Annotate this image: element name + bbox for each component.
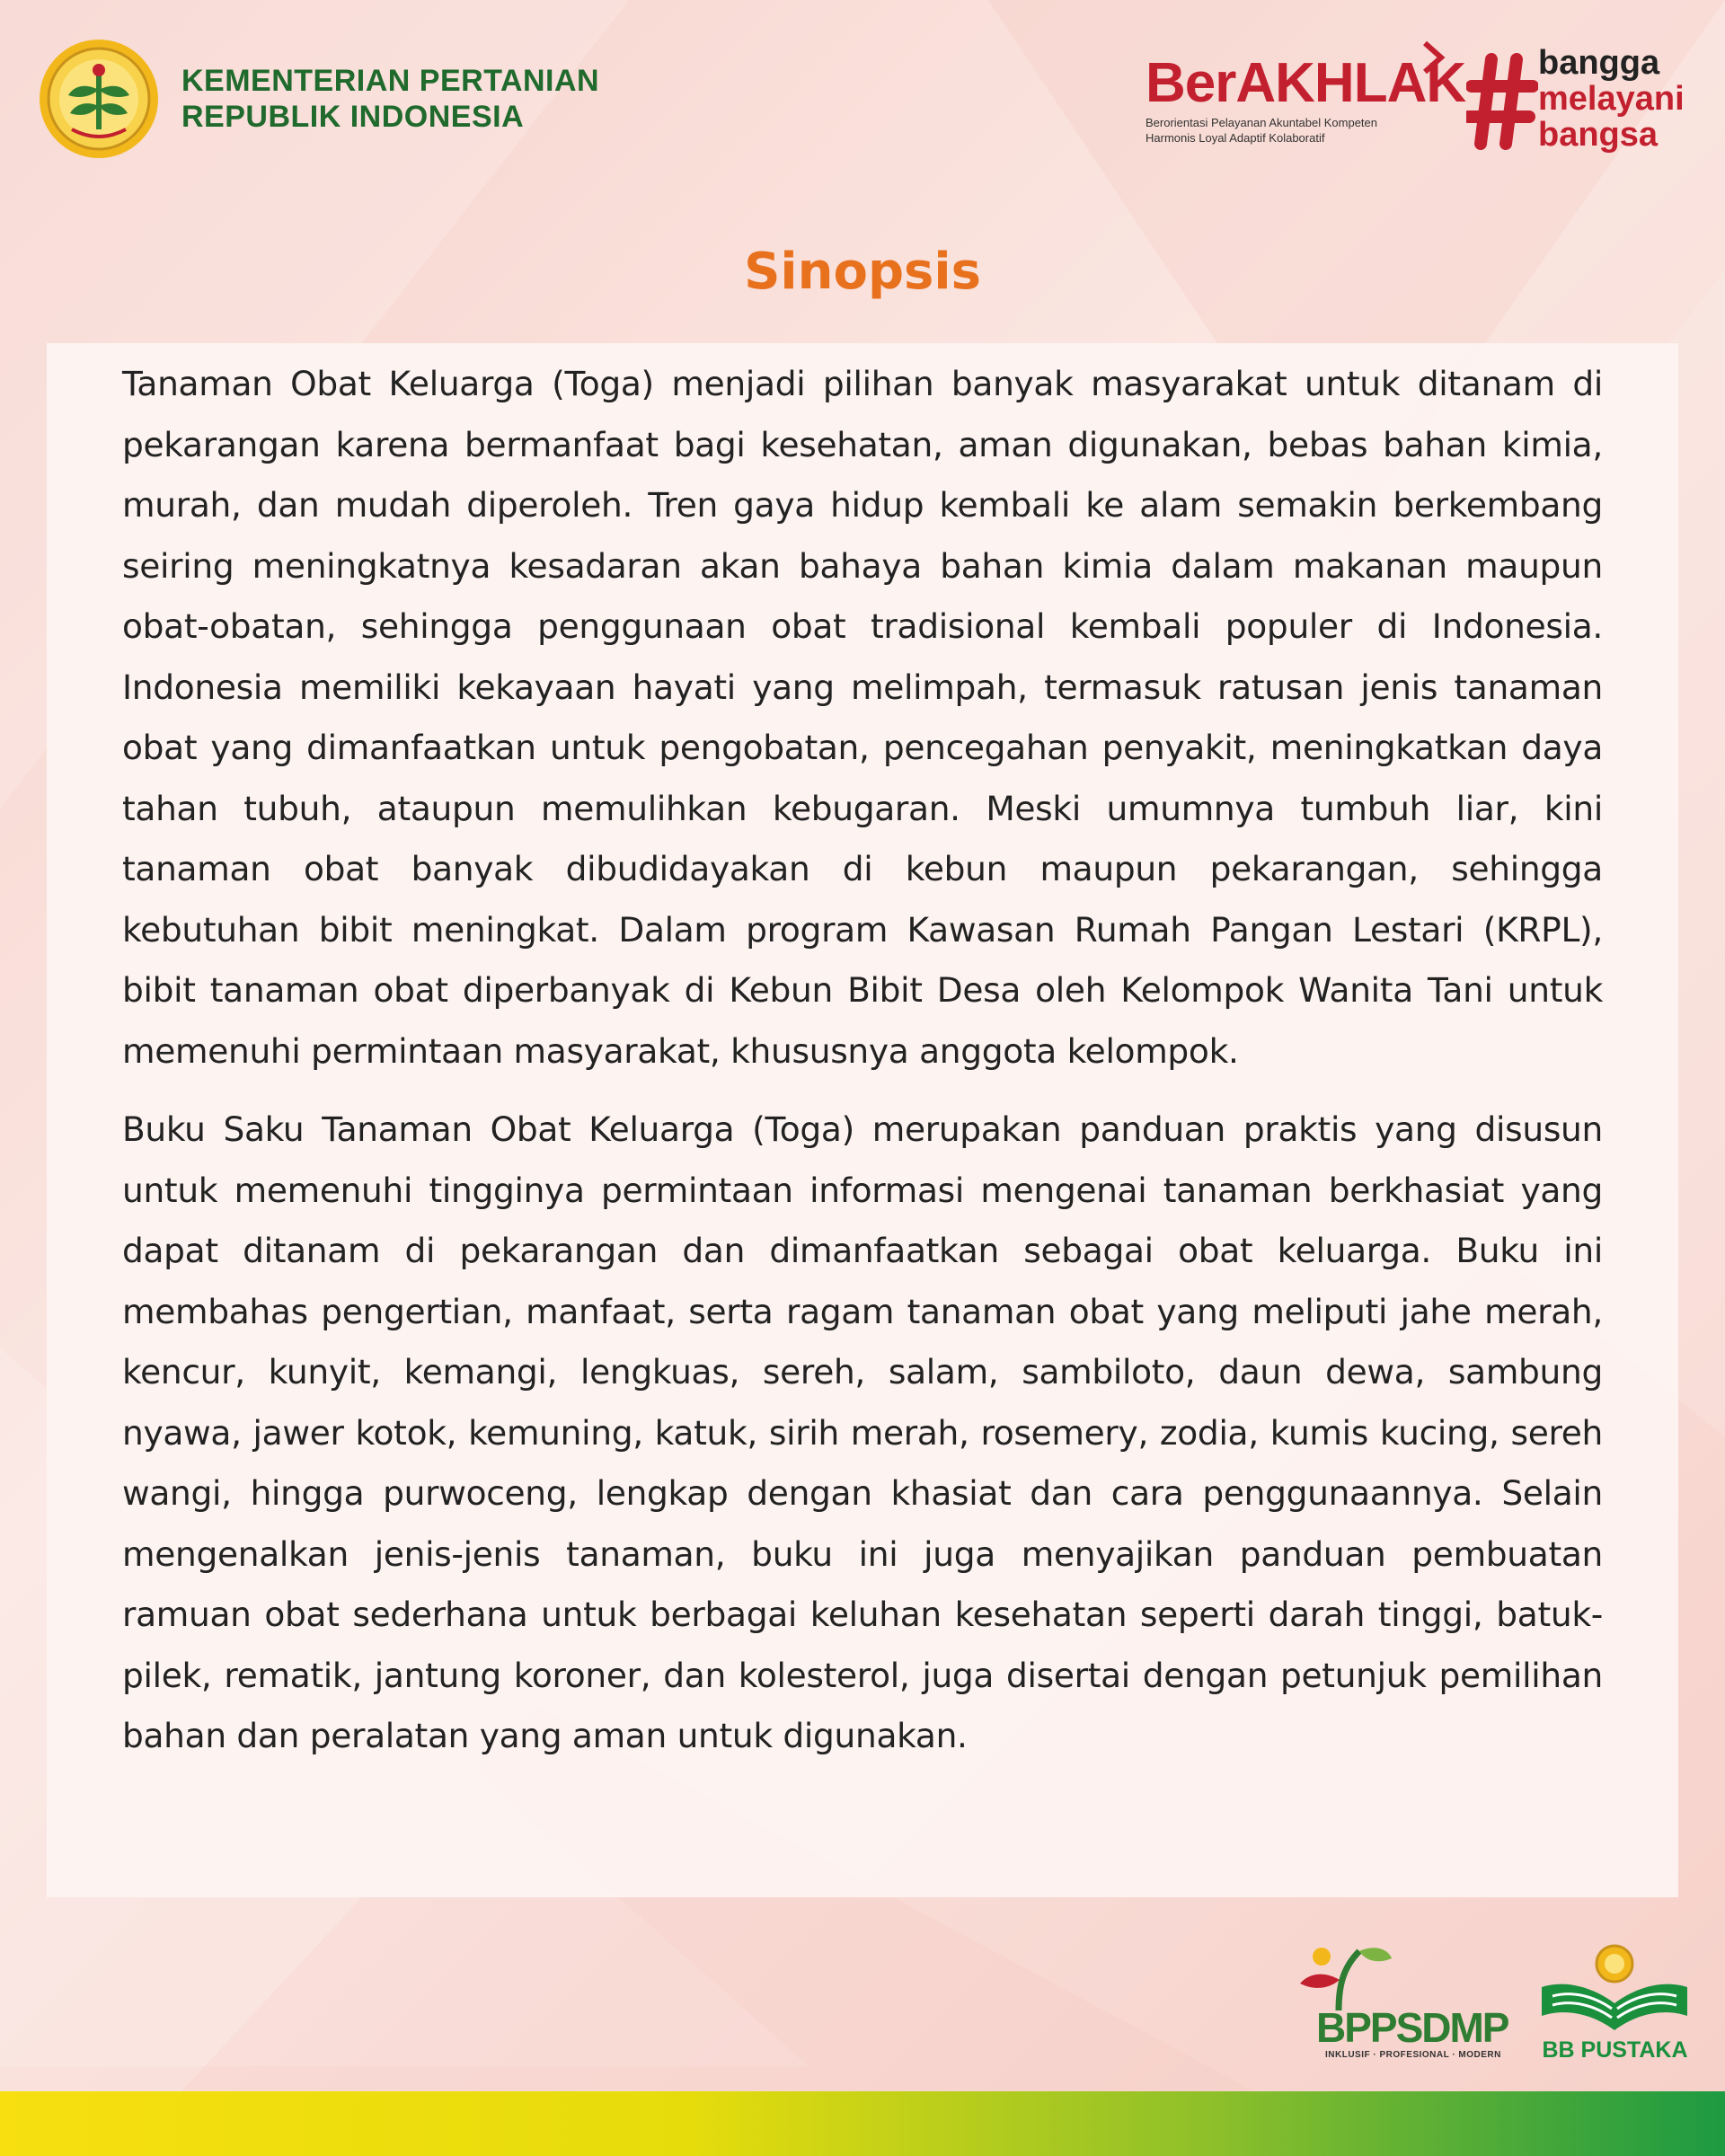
berakhlak-tagline-1: Berorientasi Pelayanan Akuntabel Kompeten xyxy=(1146,116,1378,129)
bangga-melayani-logo xyxy=(1466,45,1700,153)
chevron-right-icon xyxy=(1420,40,1446,75)
ministry-emblem-icon xyxy=(36,36,162,162)
hashtag-icon xyxy=(1466,52,1538,151)
ministry-brand xyxy=(36,36,599,162)
berakhlak-logo xyxy=(1146,52,1466,155)
footer-logos xyxy=(1280,1940,1694,2066)
open-book-icon xyxy=(1536,1940,1694,2037)
bb-pustaka-wordmark: BB PUSTAKA xyxy=(1542,2037,1688,2063)
ministry-name-line2: REPUBLIK INDONESIA xyxy=(181,100,525,134)
berakhlak-tagline-2: Harmonis Loyal Adaptif Kolaboratif xyxy=(1146,131,1325,145)
bppsdmp-tagline: INKLUSIF · PROFESIONAL · MODERN xyxy=(1325,2050,1501,2060)
bangga-line-3: bangsa xyxy=(1538,116,1659,154)
bb-pustaka-logo xyxy=(1536,1940,1694,2066)
synopsis-paragraph-2: Buku Saku Tanaman Obat Keluarga (Toga) merupakan panduan praktis yang disusun untuk memenuhi tingginya permintaan informasi mengenai tanaman berkhasiat yang dapat ditanam di pekarangan dan dimanfaatkan sebagai obat keluarga. Buku ini membahas pengertian, manfaat, serta ragam tanaman obat yang meliputi jahe merah, kencur, kunyit, kemangi, lengkuas, sereh, salam, sambiloto, daun dewa, sambung nyawa, jawer kotok, kemuning, katuk, sirih merah, rosemery, zodia, kumis kucing, sereh wangi, hingga purwoceng, lengkap dengan khasiat dan cara penggunaannya. Selain mengenalkan jenis-jenis tanaman, buku ini juga menyajikan panduan pembuatan ramuan obat sederhana untuk berbagai keluhan kesehatan seperti darah tinggi, batuk-pilek, rematik, jantung koroner, dan kolesterol, juga disertai dengan petunjuk pemilihan bahan dan peralatan yang aman untuk digunakan. xyxy=(122,1109,1603,1755)
synopsis-paragraph-1: Tanaman Obat Keluarga (Toga) menjadi pilihan banyak masyarakat untuk ditanam di pekarangan karena bermanfaat bagi kesehatan, aman digunakan, bebas bahan kimia, murah, dan mudah diperoleh. Tren gaya hidup kembali ke alam semakin berkembang seiring meningkatnya kesadaran akan bahaya bahan kimia dalam makanan maupun obat-obatan, sehingga penggunaan obat tradisional kembali populer di Indonesia. Indonesia memiliki kekayaan hayati yang melimpah, termasuk ratusan jenis tanaman obat yang dimanfaatkan untuk pengobatan, pencegahan penyakit, meningkatkan daya tahan tubuh, ataupun memulihkan kebugaran. Meski umumnya tumbuh liar, kini tanaman obat banyak dibudidayakan di kebun maupun pekarangan, sehingga kebutuhan bibit meningkat. Dalam program Kawasan Rumah Pangan Lestari (KRPL), bibit tanaman obat diperbanyak di Kebun Bibit Desa oleh Kelompok Wanita Tani untuk memenuhi permintaan masyarakat, khususnya anggota kelompok. xyxy=(122,364,1603,1071)
bppsdmp-logo xyxy=(1280,1940,1523,2066)
bangga-line-1: bangga xyxy=(1538,44,1660,82)
bppsdmp-wordmark: BPPSDMP xyxy=(1316,2004,1508,2051)
synopsis-panel xyxy=(47,343,1678,1897)
bangga-line-2: melayani xyxy=(1538,80,1685,118)
bottom-color-bar xyxy=(0,2091,1725,2156)
sprout-icon xyxy=(1289,1940,1397,2012)
page-title: Sinopsis xyxy=(744,243,981,301)
ministry-name-line1: KEMENTERIAN PERTANIAN xyxy=(181,64,600,98)
berakhlak-wordmark: BerAKHLAK xyxy=(1146,52,1466,114)
